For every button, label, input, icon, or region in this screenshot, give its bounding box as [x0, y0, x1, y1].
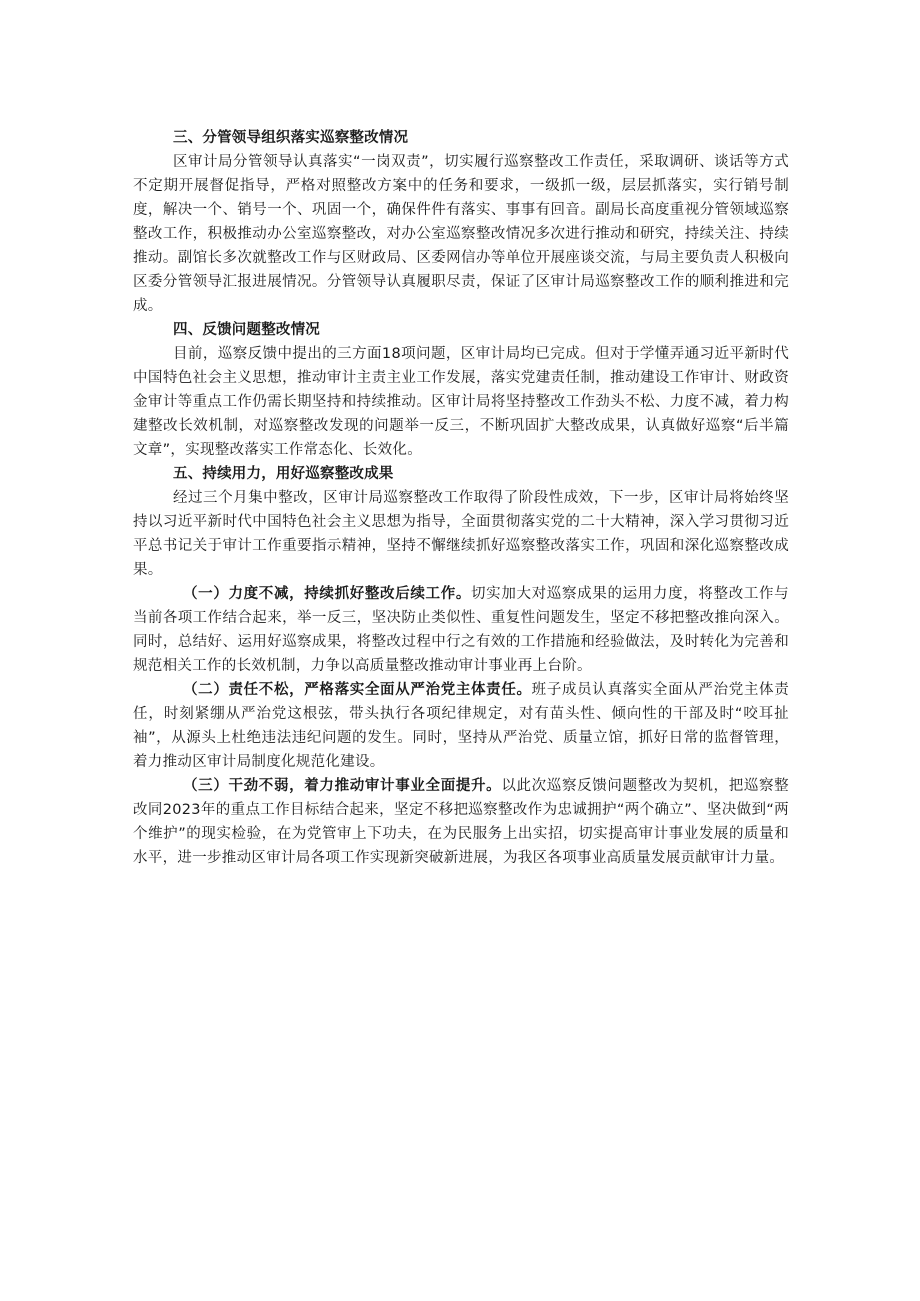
section-heading: 四、反馈问题整改情况 — [173, 322, 320, 338]
subsection-lead: （二）责任不松，严格落实全面从严治党主体责任。 — [183, 682, 532, 698]
subsection-body: 班子成员认真落实全面从严治党主体责任，时刻紧绷从严治党这根弦，带头执行各项纪律规定，对有苗头性、倾向性的干部及时“咬耳扯袖”，从源头上杜绝违法违纪问题的发生。同时，坚持从严治党、质量立馆，抓好日常的监督管理，着力推动区审计局制度化规范化建设。 — [133, 682, 789, 770]
section-paragraph: 区审计局分管领导认真落实“一岗双责”，切实履行巡察整改工作责任，采取调研、谈话等方式不定期开展督促指导，严格对照整改方案中的任务和要求，一级抓一级，层层抓落实，实行销号制度，解决一个、销号一个、巩固一个，确保件件有落实、事事有回音。副局长高度重视分管领域巡察整改工作，积极推动办公室巡察整改，对办公室巡察整改情况多次进行推动和研究，持续关注、持续推动。副馆长多次就整改工作与区财政局、区委网信办等单位开展座谈交流，与局主要负责人积极向区委分管领导汇报进展情况。分管领导认真履职尽责，保证了区审计局巡察整改工作的顺利推进和完成。 — [133, 154, 789, 314]
subsection-lead: （一）力度不减，持续抓好整改后续工作。 — [183, 586, 472, 602]
section-paragraph: 目前，巡察反馈中提出的三方面18项问题，区审计局均已完成。但对于学懂弄通习近平新时代中国特色社会主义思想，推动审计主责主业工作发展，落实党建责任制，推动建设工作审计、财政资金审计等重点工作仍需长期坚持和持续推动。区审计局将坚持整改工作劲头不松、力度不减，着力构建整改长效机制，对巡察整改发现的问题举一反三，不断巩固扩大整改成果，认真做好巡察“后半篇文章”，实现整改落实工作常态化、长效化。 — [133, 346, 789, 458]
subsection-lead: （三）干劲不弱，着力推动审计事业全面提升。 — [183, 778, 502, 794]
subsection-paragraph — [133, 582, 789, 678]
subsection-body: 切实加大对巡察成果的运用力度，将整改工作与当前各项工作结合起来，举一反三，坚决防止类似性、重复性问题发生，坚定不移把整改推向深入。同时，总结好、运用好巡察成果，将整改过程中行之有效的工作措施和经验做法，及时转化为完善和规范相关工作的长效机制，力争以高质量整改推动审计事业再上台阶。 — [133, 586, 789, 674]
document-page — [133, 126, 789, 870]
subsection-body: 以此次巡察反馈问题整改为契机，把巡察整改同2023年的重点工作目标结合起来，坚定不移把巡察整改作为忠诚拥护“两个确立”、坚决做到“两个维护”的现实检验，在为党管审上下功夫，在为民服务上出实招，切实提高审计事业发展的质量和水平，进一步推动区审计局各项工作实现新突破新进展，为我区各项事业高质量发展贡献审计力量。 — [133, 778, 789, 866]
section-heading: 五、持续用力，用好巡察整改成果 — [173, 466, 394, 482]
subsection-paragraph — [133, 678, 789, 774]
section-heading: 三、分管领导组织落实巡察整改情况 — [173, 130, 409, 146]
subsection-paragraph — [133, 774, 789, 870]
section-paragraph: 经过三个月集中整改，区审计局巡察整改工作取得了阶段性成效，下一步，区审计局将始终坚持以习近平新时代中国特色社会主义思想为指导，全面贯彻落实党的二十大精神，深入学习贯彻习近平总书记关于审计工作重要指示精神，坚持不懈继续抓好巡察整改落实工作，巩固和深化巡察整改成果。 — [133, 490, 789, 578]
